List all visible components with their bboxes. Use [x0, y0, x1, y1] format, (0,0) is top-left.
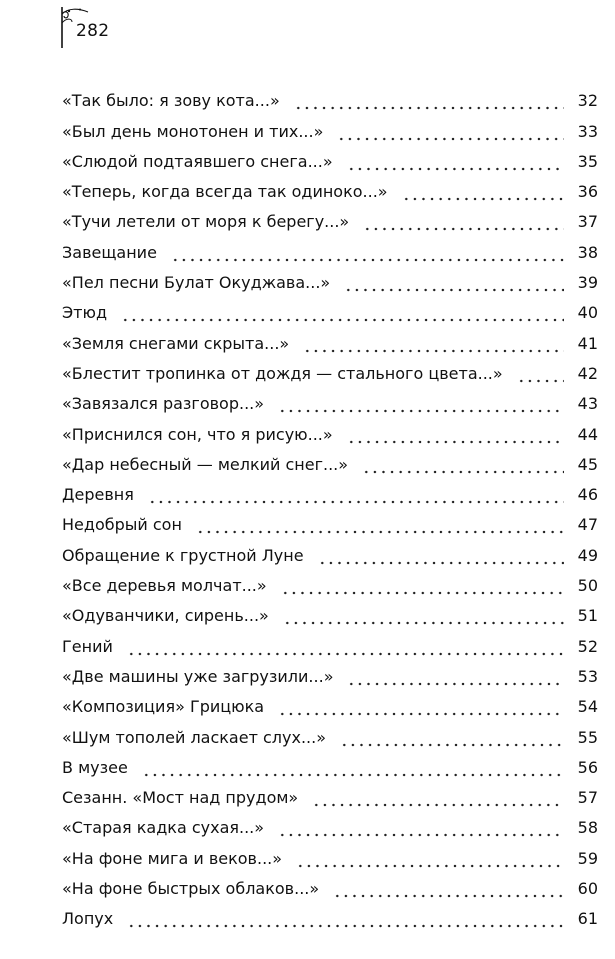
- toc-entry-page-number: 47: [577, 515, 598, 535]
- dot-leader: [142, 764, 564, 777]
- toc-entry-title: Деревня: [62, 485, 134, 505]
- dot-leader: [347, 158, 564, 171]
- toc-entry-title: Обращение к грустной Луне: [62, 545, 304, 565]
- toc-entry: [62, 171, 598, 201]
- toc-entry: [62, 110, 598, 140]
- toc-entry: [62, 565, 598, 595]
- toc-entry-title: «Все деревья молчат...»: [62, 576, 267, 596]
- toc-entry-page-number: 33: [577, 121, 598, 141]
- toc-entry-page-number: 32: [577, 91, 598, 111]
- dot-leader: [294, 97, 564, 110]
- toc-entry-title: Завещание: [62, 242, 157, 262]
- toc-entry: [62, 383, 598, 413]
- toc-entry: [62, 807, 598, 837]
- toc-entry-page-number: 56: [577, 757, 598, 777]
- dot-leader: [121, 309, 564, 322]
- toc-entry: [62, 231, 598, 261]
- dot-leader: [278, 703, 564, 716]
- toc-entry-page-number: 45: [577, 454, 598, 474]
- toc-entry-page-number: 46: [577, 485, 598, 505]
- toc-entry: [62, 898, 598, 928]
- dot-leader: [196, 521, 564, 534]
- toc-entry-title: «Две машины уже загрузили...»: [62, 666, 334, 686]
- toc-entry: [62, 777, 598, 807]
- toc-entry: [62, 201, 598, 231]
- toc-entry: [62, 686, 598, 716]
- toc-entry-title: «Земля снегами скрыта...»: [62, 333, 290, 353]
- dot-leader: [278, 824, 564, 837]
- dot-leader: [362, 461, 564, 474]
- page-number: 282: [76, 21, 110, 41]
- toc-entry: [62, 322, 598, 352]
- toc-entry-page-number: 39: [577, 273, 598, 293]
- toc-entry: [62, 353, 598, 383]
- toc-entry: [62, 747, 598, 777]
- toc-entry-title: «Шум тополей ласкает слух...»: [62, 727, 326, 747]
- dot-leader: [318, 552, 564, 565]
- dot-leader: [127, 915, 563, 928]
- toc-entry-title: «Пел песни Булат Окуджава...»: [62, 273, 331, 293]
- toc-entry-page-number: 57: [577, 788, 598, 808]
- dot-leader: [148, 491, 564, 504]
- dot-leader: [333, 885, 563, 898]
- toc-entry-page-number: 43: [577, 394, 598, 414]
- toc-entry: [62, 80, 598, 110]
- toc-entry-page-number: 35: [577, 151, 598, 171]
- toc-entry: [62, 444, 598, 474]
- toc-entry-page-number: 41: [577, 333, 598, 353]
- toc-entry: [62, 716, 598, 746]
- toc-entry-page-number: 49: [577, 545, 598, 565]
- toc-entry-page-number: 42: [577, 363, 598, 383]
- toc-entry: [62, 656, 598, 686]
- dot-leader: [296, 855, 564, 868]
- toc-entry-page-number: 55: [577, 727, 598, 747]
- toc-entry-title: «Тучи летели от моря к берегу...»: [62, 212, 350, 232]
- toc-entry-page-number: 40: [577, 303, 598, 323]
- toc-entry-title: «Дар небесный — мелкий снег...»: [62, 454, 349, 474]
- toc-entry-page-number: 58: [577, 818, 598, 838]
- toc-entry-title: «На фоне мига и веков...»: [62, 848, 283, 868]
- dot-leader: [127, 643, 564, 656]
- toc-entry-page-number: 61: [577, 909, 598, 929]
- toc-entry-page-number: 52: [577, 636, 598, 656]
- dot-leader: [347, 673, 563, 686]
- toc-entry-page-number: 60: [577, 879, 598, 899]
- dot-leader: [337, 128, 563, 141]
- toc-entry-page-number: 37: [577, 212, 598, 232]
- toc-entry: [62, 837, 598, 867]
- toc-entry-title: «Старая кадка сухая...»: [62, 818, 265, 838]
- toc-entry: [62, 625, 598, 655]
- toc-entry-title: Лопух: [62, 909, 114, 929]
- toc-entry: [62, 141, 598, 171]
- toc-entry: [62, 868, 598, 898]
- toc-entry-page-number: 51: [577, 606, 598, 626]
- dot-leader: [347, 431, 564, 444]
- toc-entry-title: «Одуванчики, сирень...»: [62, 606, 269, 626]
- toc-entry-title: Сезанн. «Мост над прудом»: [62, 788, 299, 808]
- toc-entry-title: «Блестит тропинка от дождя — стального цвета...»: [62, 363, 503, 383]
- dot-leader: [363, 218, 563, 231]
- toc-entry-title: Гений: [62, 636, 113, 656]
- toc-entry-title: «Композиция» Грицюка: [62, 697, 265, 717]
- toc-entry: [62, 413, 598, 443]
- toc-entry: [62, 534, 598, 564]
- toc-entry-title: Этюд: [62, 303, 108, 323]
- toc-entry-title: «На фоне быстрых облаков...»: [62, 879, 320, 899]
- dot-leader: [402, 188, 564, 201]
- toc-entry: [62, 595, 598, 625]
- toc-entry-title: «Был день монотонен и тих...»: [62, 121, 324, 141]
- dot-leader: [278, 400, 564, 413]
- toc-entry-title: «Так было: я зову кота...»: [62, 91, 280, 111]
- dot-leader: [517, 370, 564, 383]
- toc-entry-title: «Слюдой подтаявшего снега...»: [62, 151, 333, 171]
- toc-entry-page-number: 38: [577, 242, 598, 262]
- dot-leader: [171, 249, 564, 262]
- toc-entry-page-number: 50: [577, 576, 598, 596]
- toc-entry-title: «Приснился сон, что я рисую...»: [62, 424, 333, 444]
- dot-leader: [340, 734, 564, 747]
- toc-entry-title: «Теперь, когда всегда так одиноко...»: [62, 182, 388, 202]
- toc-entry-page-number: 36: [577, 182, 598, 202]
- toc-entry-page-number: 44: [577, 424, 598, 444]
- dot-leader: [281, 582, 564, 595]
- toc-entry: [62, 262, 598, 292]
- dot-leader: [283, 612, 564, 625]
- toc-entry-title: В музее: [62, 757, 128, 777]
- toc-entry: [62, 292, 598, 322]
- dot-leader: [344, 279, 563, 292]
- dot-leader: [303, 340, 563, 353]
- toc-entry-page-number: 53: [577, 666, 598, 686]
- toc-entry-title: «Завязался разговор...»: [62, 394, 265, 414]
- toc-entry-page-number: 59: [577, 848, 598, 868]
- toc-entry: [62, 504, 598, 534]
- toc-entry-title: Недобрый сон: [62, 515, 182, 535]
- table-of-contents: [62, 80, 598, 928]
- toc-entry: [62, 474, 598, 504]
- dot-leader: [312, 794, 563, 807]
- toc-entry-page-number: 54: [577, 697, 598, 717]
